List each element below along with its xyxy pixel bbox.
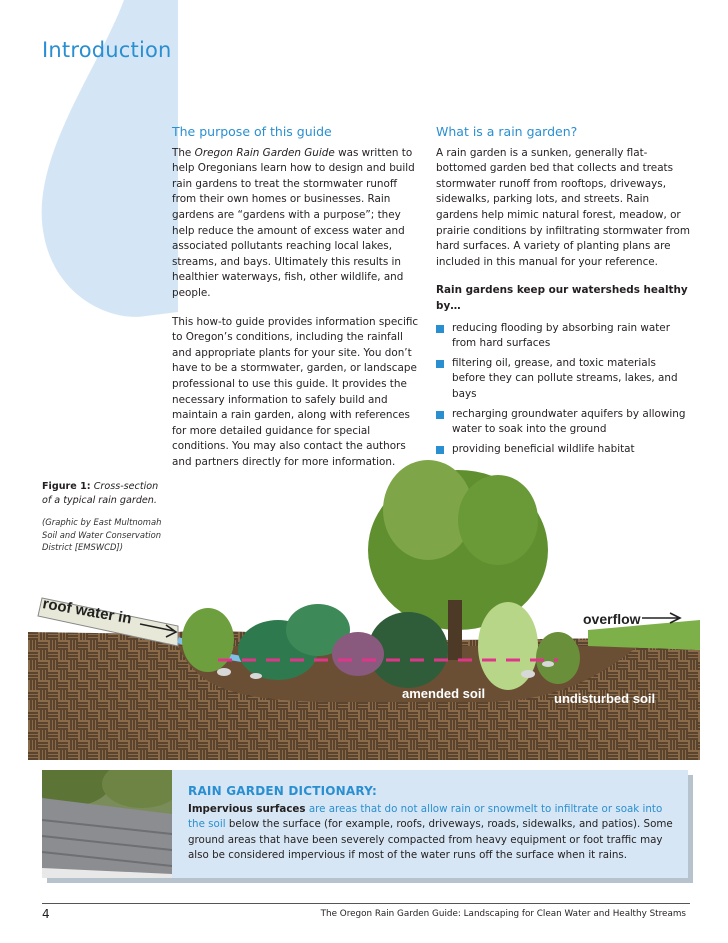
- dictionary-term: Impervious surfaces: [188, 802, 306, 815]
- figure-caption: Figure 1: Cross-section of a typical rain garden.: [42, 481, 159, 506]
- what-is-heading: What is a rain garden?: [436, 124, 578, 139]
- undisturbed-soil-label: undisturbed soil: [554, 691, 656, 706]
- plants: [182, 460, 580, 690]
- dictionary-text: [188, 784, 678, 864]
- purpose-section: [172, 124, 422, 483]
- page-number: 4: [42, 907, 50, 921]
- rain-garden-cross-section: [28, 450, 700, 760]
- overflow-arrow-icon: [642, 613, 680, 623]
- dictionary-title: RAIN GARDEN DICTIONARY:: [188, 784, 378, 798]
- purpose-paragraph-1: The Oregon Rain Garden Guide was written to help Oregonians learn how to design and build rain gardens to treat the stormwater runoff from their own homes or businesses. Rain gardens are “gardens with a purpose”; they help reduce the amount of excess water and associated pollutants reaching local lakes, streams, and bays. Ultimately this results in healthier waterways, fish, other wildlife, and people.: [172, 146, 415, 299]
- what-is-paragraph: A rain garden is a sunken, generally flat-bottomed garden bed that collects and treats stormwater runoff from rooftops, driveways, sidewalks, parking lots, and streets. Rain gardens help mimic natural forest, meadow, or prairie conditions by infiltrating stormwater from hard surfaces. A variety of planting plans are included in this manual for your reference.: [436, 146, 690, 268]
- list-item: filtering oil, grease, and toxic materials before they can pollute streams, lakes, and bays: [436, 356, 690, 403]
- square-bullet-icon: [436, 360, 444, 368]
- roof-water-label: roof water in: [41, 595, 133, 628]
- purpose-paragraph-2: This how-to guide provides information specific to Oregon’s conditions, including the rainfall and appropriate plants for your site. You don’t have to be a stormwater, garden, or landscape professional to use this guide. It provides the necessary information to safely build and maintain a rain garden, along with references for more detailed guidance for special conditions. You may also contact the authors and partners directly for more information.: [172, 315, 419, 468]
- roof-photo: [42, 770, 172, 878]
- amended-soil-label: amended soil: [402, 686, 486, 701]
- purpose-heading: The purpose of this guide: [172, 124, 332, 139]
- list-item: reducing flooding by absorbing rain water from hard surfaces: [436, 321, 690, 352]
- what-is-section: [436, 124, 690, 461]
- square-bullet-icon: [436, 325, 444, 333]
- dictionary-box: [42, 770, 688, 878]
- figure-credit: (Graphic by East Multnomah Soil and Water Conservation District [EMSWCD]): [42, 517, 162, 552]
- footer-title: The Oregon Rain Garden Guide: Landscaping for Clean Water and Healthy Streams: [320, 909, 686, 919]
- benefits-heading: Rain gardens keep our watersheds healthy by…: [436, 284, 688, 312]
- overflow-label: overflow: [583, 611, 641, 627]
- footer-divider: [42, 903, 690, 904]
- guide-title: Oregon Rain Garden Guide: [194, 146, 335, 159]
- list-item: recharging groundwater aquifers by allowing water to soak into the ground: [436, 407, 690, 438]
- benefits-list: [436, 321, 690, 458]
- page-title: Introduction: [42, 38, 172, 62]
- dictionary-definition: Impervious surfaces are areas that do not allow rain or snowmelt to infiltrate or soak into the soil below the surface (for example, roofs, driveways, roads, sidewalks, and patios). Some ground areas that have been severely compacted from heavy equipment or foot traffic may also be considered impervious if most of the water runs off the surface when it rains.: [188, 802, 673, 862]
- square-bullet-icon: [436, 411, 444, 419]
- list-item: providing beneficial wildlife habitat: [436, 442, 690, 458]
